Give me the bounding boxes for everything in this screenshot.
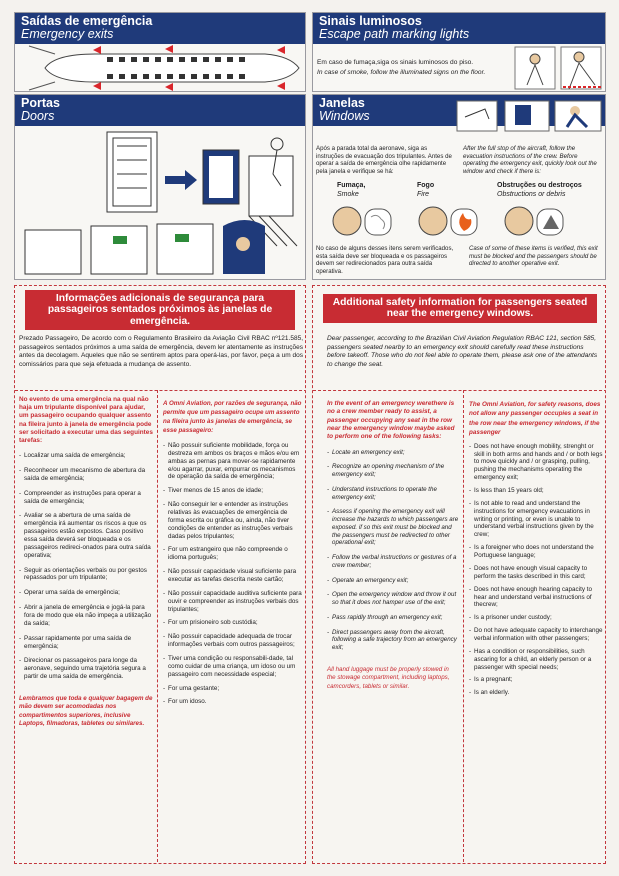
window-exit-illustration [455, 97, 605, 133]
escape-lights-text-pt: Em caso de fumaça,siga os sinais luminosos do piso. [317, 59, 474, 66]
windows-intro-pt: Após a parada total da aeronave, siga as instruções de evacuação dos tripulantes. Antes de operar a saída de emergência olhe rapidamente pela janela e verifique se há: [316, 145, 452, 175]
hazard-obstructions-en: Obstructions or debris [497, 190, 566, 198]
escape-lights-panel [312, 12, 606, 92]
additional-info-pt-left-col [19, 396, 153, 728]
condition-item-pt: - Tiver uma condição ou responsabili-dade, tal como cuidar de uma criança, um idoso ou um passageiro com necessidade especial; [163, 655, 303, 679]
hazard-smoke-en: Smoke [337, 190, 359, 198]
conditions-list-en [469, 443, 603, 697]
task-item-en: - Recognize an opening mechanism of the emergency exit; [327, 463, 459, 479]
hazard-obstructions-pt: Obstruções ou destroços [497, 182, 582, 189]
task-item-en: - Locate an emergency exit; [327, 449, 459, 457]
doors-panel [14, 94, 306, 280]
hazard-smoke-label [337, 182, 397, 200]
door-operation-illustration [15, 126, 305, 278]
escape-lights-title-en: Escape path marking lights [319, 27, 470, 42]
doors-title-en: Doors [21, 109, 55, 124]
hazard-obstructions-label [497, 182, 605, 200]
emergency-exits-panel [14, 12, 306, 92]
task-item-pt: - Operar uma saída de emergência; [19, 589, 153, 597]
debris-icon [505, 207, 563, 235]
hazard-smoke-pt: Fumaça, [337, 182, 366, 189]
additional-info-pt [14, 285, 306, 864]
escape-lights-title-pt: Sinais luminosos [319, 14, 422, 28]
task-item-pt: - Compreender as instruções para operar a saída de emergência; [19, 490, 153, 506]
emergency-exits-title-pt: Saídas de emergência [21, 14, 153, 28]
additional-info-pt-right-col [163, 400, 303, 706]
hazard-icons [315, 201, 605, 241]
escape-lights-text [317, 59, 517, 77]
condition-item-en: - Is a foreigner who does not understand the Portuguese language; [469, 544, 603, 560]
additional-info-en-right-col [469, 400, 603, 697]
task-item-en: - Follow the verbal instructions or gestures of a crew member; [327, 554, 459, 570]
condition-item-en: - Is not able to read and understand the instructions for emergency evacuations in writing or printing, or even is unable to understand verbal instructions given by the crew; [469, 500, 603, 539]
windows-title-en: Windows [319, 109, 370, 124]
windows-intro-en: After the full stop of the aircraft, follow the evacuation instructions of the crew. Before operating the emergency exit, quickly look out the window and check if there is: [463, 145, 597, 175]
conditions-list-pt [163, 442, 303, 706]
doors-title-pt: Portas [21, 96, 60, 110]
luggage-note-en: All hand luggage must be properly stowed in the stowage compartment, including laptops, camcorders, tablets or similar. [327, 665, 450, 690]
tasks-list-pt [19, 452, 153, 681]
condition-item-pt: - Não possuir capacidade auditiva suficiente para ouvir e compreender as instruções verbais dos tripulantes; [163, 590, 303, 614]
task-item-en: - Direct passengers away from the aircraft, following a safe trajectory from an emergency exit; [327, 629, 459, 652]
windows-note-en: Case of some of these items is verified, this exit must be blocked and the passengers should be directed to another operative exit. [469, 245, 598, 268]
doors-header [15, 95, 305, 126]
hazard-fire-pt: Fogo [417, 182, 435, 189]
task-item-pt: - Localizar uma saída de emergência; [19, 452, 153, 460]
windows-title-pt: Janelas [319, 96, 365, 110]
emergency-exits-header [15, 13, 305, 44]
additional-info-en-left-col [327, 400, 459, 691]
additional-info-en-intro: Dear passenger, according to the Brazilian Civil Aviation Regulation RBAC 121, section 585, passengers seated nearby to an emergency exit should carefully read these instructions before takeoff. Those who do not feel able to operate them, please ask one of the attendants to change the seat. [327, 335, 598, 369]
condition-item-en: - Does not have enough mobility, strenght or skill in both arms and hands and / or both legs to move quickly and / or grasping, pulling, pushing the mechanisms operating the emergency exit; [469, 443, 603, 482]
omni-policy-title-en: The Omni Aviation, for safety reasons, does not allow any passenger occupies a seat in the row near the emergency windows, if the passenger [469, 401, 601, 437]
task-item-pt: - Abrir a janela de emergência e jogá-la para fora de modo que ela não impeça a utilização da saída; [19, 604, 153, 628]
condition-item-en: - Has a condition or responsibilities, such ascaring for a child, an elderly person or a passenger with special needs; [469, 648, 603, 672]
condition-item-en: - Do not have adequate capacity to interchange verbal information with other passengers; [469, 627, 603, 643]
additional-info-en-banner: Additional safety information for passengers seated near the emergency windows. [323, 294, 597, 323]
condition-item-en: - Does not have enough visual capacity to perform the tasks described in this card; [469, 565, 603, 581]
additional-info-pt-intro: Prezado Passageiro, De acordo com o Regulamento Brasileiro da Aviação Civil RBAC nº121.585, passageiros sentados próximos a uma saída de emergência, devem ler atentamente as instruções antes da decolagem. Aqueles que não se sentirem aptos para operá-las, por favor, peça a um dos comissários para que seja efetuada a mudança de assento. [19, 335, 303, 368]
condition-item-en: - Is an elderly. [469, 689, 603, 697]
task-item-en: - Assess if opening the emergency exit will increase the hazards to which passengers are exposed. if so this exit must be blocked and the passengers must be redirected to other operational exit; [327, 508, 459, 547]
condition-item-pt: - For um prisioneiro sob custódia; [163, 619, 303, 627]
tasks-title-pt: No evento de uma emergência na qual não haja um tripulante disponível para ajudar, um passageiro ocupando qualquer assento na fileira junto à janela de emergência pode ser solicitado a executar uma das seguintes tarefas: [19, 396, 153, 444]
additional-info-en [312, 285, 606, 864]
escape-lights-text-en: In case of smoke, follow the illuminated signs on the floor. [317, 69, 486, 77]
condition-item-en: - Is a pregnant; [469, 676, 603, 684]
condition-item-pt: - Tiver menos de 15 anos de idade; [163, 487, 303, 495]
task-item-en: - Pass rapidly through an emergency exit; [327, 614, 459, 622]
windows-note-pt: No caso de alguns desses itens serem verificados, esta saída deve ser bloqueada e os passageiros devem ser redirecionados para outra saída operativa. [316, 245, 454, 275]
luggage-note-pt: Lembramos que toda e qualquer bagagem de mão devem ser acomodadas nos compartimentos superiores, inclusive Laptops, filmadoras, tabletes ou similares. [19, 695, 153, 728]
omni-policy-title-pt: A Omni Aviation, por razões de segurança, não permite que um passageiro ocupe um assento na fileira junto às janelas de emergência, se esse passageiro: [163, 400, 302, 434]
condition-item-en: - Does not have enough hearing capacity to hear and understand verbal instructions of thecrew; [469, 586, 603, 610]
condition-item-pt: - For um estrangeiro que não compreende o idioma português; [163, 546, 303, 562]
condition-item-pt: - For uma gestante; [163, 685, 303, 693]
hazard-fire-en: Fire [417, 190, 430, 198]
condition-item-en: - Is a prisoner under custody; [469, 614, 603, 622]
windows-panel [312, 94, 606, 280]
condition-item-pt: - Não possuir suficiente mobilidade, força ou destreza em ambos os braços e mãos e/ou em ambas as pernas para mover-se rapidamente e/ou agarrar, puxar, empurrar os mecanismos de operação da saída de emergência; [163, 442, 303, 481]
hazard-fire-label [417, 182, 477, 200]
condition-item-pt: - For um idoso. [163, 698, 303, 706]
condition-item-pt: - Não conseguir ler e entender as instruções relativas às evacuações de emergência de forma escrita ou gráfica ou, ainda, não tiver condições de entender as instruções verbais dadas pelos tripulantes; [163, 501, 303, 540]
additional-info-pt-banner: Informações adicionais de segurança para passageiros sentados próximos às janelas de emergência. [25, 290, 295, 330]
tasks-title-en: In the event of an emergency werethere is no a crew member ready to assist, a passenger occupying any seat in the row near the emergency window maybe asked to perform one of the following tasks: [327, 400, 455, 441]
smoke-icon [333, 207, 391, 235]
task-item-pt: - Seguir as orientações verbais ou por gestos repassados por um tripulante; [19, 567, 153, 583]
floor-lights-illustration [513, 45, 603, 92]
condition-item-en: - Is less than 15 years old; [469, 487, 603, 495]
emergency-exits-title-en: Emergency exits [21, 27, 114, 42]
escape-lights-header [313, 13, 605, 44]
task-item-pt: - Direcionar os passageiros para longe da aeronave, seguindo uma trajetória segura a partir de uma saída de emergência. [19, 657, 153, 681]
fire-icon [419, 207, 477, 235]
condition-item-pt: - Não possuir capacidade adequada de trocar informações verbais com outros passageiros; [163, 633, 303, 649]
task-item-pt: - Reconhecer um mecanismo de abertura da saída de emergência; [19, 467, 153, 483]
condition-item-pt: - Não possuir capacidade visual suficiente para executar as tarefas descrita neste cartão; [163, 568, 303, 584]
task-item-en: - Understand instructions to operate the emergency exit; [327, 486, 459, 502]
task-item-pt: - Avaliar se a abertura de uma saída de emergência irá aumentar os riscos a que os passageiros estão expostos. Caso positivo essa saída deverá ser bloqueada e os passageiros redireci-onados para outra saída operativa; [19, 512, 153, 559]
task-item-en: - Open the emergency window and throw it out so that it does not hamper use of the exit; [327, 591, 459, 607]
tasks-list-en [327, 449, 459, 652]
aircraft-seatmap-diagram [15, 44, 305, 92]
task-item-pt: - Passar rapidamente por uma saída de emergência; [19, 635, 153, 651]
task-item-en: - Operate an emergency exit; [327, 577, 459, 585]
